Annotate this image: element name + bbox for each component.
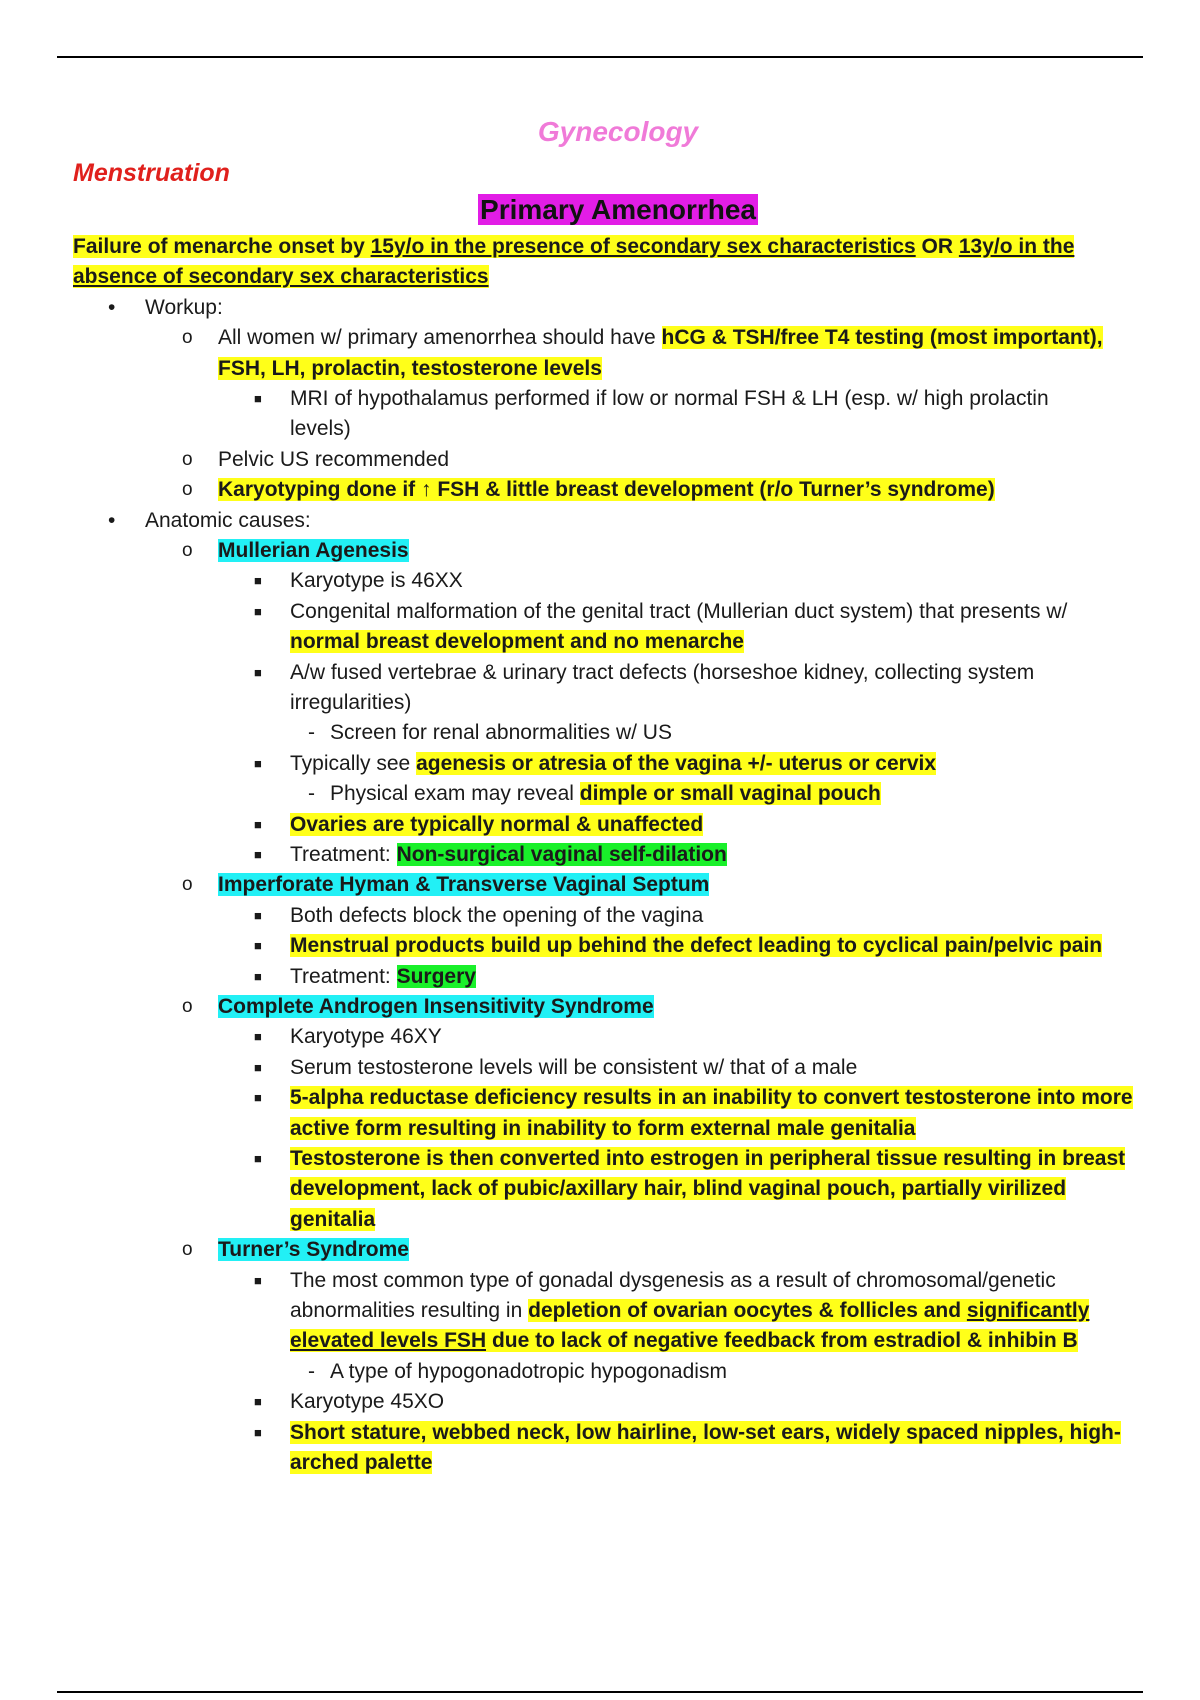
list-item-text (218, 870, 709, 900)
text-run: Workup: (145, 295, 223, 319)
text-run: Typically see (290, 751, 417, 775)
text-run: genitalia (290, 1207, 376, 1231)
square-bullet-icon: ■ (254, 1272, 262, 1288)
list-item-text (290, 1418, 1121, 1448)
list-item-text (218, 323, 1103, 353)
text-run: active form resulting in inability to form external male genitalia (290, 1116, 916, 1140)
text-run: Karyotype 45XO (290, 1390, 445, 1414)
list-item-text (290, 597, 1067, 627)
list-item-text (145, 293, 223, 323)
text-run: Congenital malformation of the genital tract (Mullerian duct system) that presents w/ (290, 599, 1068, 623)
square-bullet-icon: ■ (254, 1090, 262, 1106)
text-run: Anatomic causes: (145, 508, 311, 532)
text-run: A/w fused vertebrae & urinary tract defects (horseshoe kidney, collecting system (290, 660, 1035, 684)
text-run: All women w/ primary amenorrhea should have (218, 326, 662, 350)
topic-banner-text: Primary Amenorrhea (480, 194, 756, 225)
list-item-text (290, 1326, 1078, 1356)
list-item-text (290, 749, 936, 779)
text-run: levels) (290, 417, 351, 441)
text-run: Short stature, webbed neck, low hairline, low-set ears, widely spaced nipples, high- (290, 1420, 1121, 1444)
text-run: development, lack of pubic/axillary hair, blind vaginal pouch, partially virilized (290, 1177, 1067, 1201)
square-bullet-icon: ■ (254, 603, 262, 619)
text-run: OR (915, 235, 959, 258)
text-run: absence of secondary sex characteristics (73, 265, 489, 289)
text-run: arched palette (290, 1451, 433, 1474)
circle-bullet-icon: o (182, 479, 193, 501)
text-run: 13y/o in the (958, 235, 1075, 258)
list-item-text (290, 1144, 1125, 1174)
list-item-text (290, 962, 476, 992)
square-bullet-icon: ■ (254, 816, 262, 832)
text-run: Serum testosterone levels will be consistent w/ that of a male (290, 1055, 858, 1079)
text-run: Treatment: (290, 964, 397, 988)
text-run: Surgery (396, 964, 476, 988)
text-run: Imperforate Hyman & Transverse Vaginal Septum (218, 873, 710, 897)
list-item-text (290, 1448, 432, 1478)
text-run: Physical exam may reveal (330, 782, 580, 806)
list-item-text (290, 1266, 1056, 1296)
bullet-icon: • (108, 295, 116, 319)
bullet-icon: • (108, 508, 116, 532)
square-bullet-icon: ■ (254, 968, 262, 984)
text-run: MRI of hypothalamus performed if low or normal FSH & LH (esp. w/ high prolactin (290, 387, 1049, 410)
top-rule (57, 56, 1143, 58)
text-run: Mullerian Agenesis (218, 539, 409, 562)
circle-bullet-icon: o (182, 327, 193, 349)
list-item-text (290, 1083, 1133, 1113)
text-run: Non-surgical vaginal self-dilation (396, 843, 727, 866)
list-item-text (290, 566, 463, 596)
text-run: Complete Androgen Insensitivity Syndrome (218, 995, 654, 1018)
text-run: FSH, LH, prolactin, testosterone levels (218, 356, 602, 380)
page-title: Gynecology (537, 116, 699, 147)
text-run: due to lack of negative feedback from estradiol & inhibin B (486, 1329, 1078, 1353)
bottom-rule (57, 1691, 1143, 1693)
square-bullet-icon: ■ (254, 1151, 262, 1166)
square-bullet-icon: ■ (254, 847, 262, 862)
list-item-text (218, 475, 995, 505)
definition-text (73, 262, 489, 292)
text-run: irregularities) (290, 691, 412, 714)
text-run: hCG & TSH/free T4 testing (most important), (661, 326, 1103, 350)
list-item-text (330, 779, 881, 809)
text-run: dimple or small vaginal pouch (579, 782, 881, 806)
list-item-text (290, 810, 703, 840)
list-item-text (330, 1357, 727, 1387)
list-item-text (290, 1174, 1066, 1204)
list-item-text (290, 1053, 857, 1083)
list-item-text (218, 445, 449, 475)
square-bullet-icon: ■ (254, 573, 262, 589)
list-item-text (290, 1296, 1089, 1326)
list-item-text (290, 1022, 442, 1052)
text-run: Ovaries are typically normal & unaffected (290, 812, 704, 836)
square-bullet-icon: ■ (254, 755, 262, 771)
section-heading: Menstruation (73, 159, 230, 187)
circle-bullet-icon: o (182, 996, 193, 1017)
square-bullet-icon: ■ (254, 907, 262, 923)
list-item-text (290, 414, 351, 444)
text-run: Treatment: (290, 843, 397, 866)
list-item-text (218, 1235, 409, 1265)
square-bullet-icon: ■ (254, 1029, 262, 1045)
list-item-text (290, 688, 411, 718)
list-item-text (330, 718, 672, 748)
square-bullet-icon: ■ (254, 391, 262, 406)
text-run: normal breast development and no menarche (290, 630, 744, 654)
list-item-text (145, 506, 311, 536)
square-bullet-icon: ■ (254, 1059, 262, 1075)
text-run: Pelvic US recommended (218, 447, 450, 471)
list-item-text (290, 627, 744, 657)
text-run: Both defects block the opening of the vagina (290, 903, 704, 927)
circle-bullet-icon: o (182, 448, 193, 470)
list-item-text (290, 658, 1034, 688)
text-run: Karyotype 46XY (290, 1025, 442, 1049)
text-run: The most common type of gonadal dysgenesis as a result of chromosomal/genetic (290, 1268, 1056, 1292)
definition-text (73, 232, 1074, 262)
text-run: Karyotyping done if ↑ FSH & little breast development (r/o Turner’s syndrome) (218, 478, 995, 502)
circle-bullet-icon: o (182, 540, 193, 561)
square-bullet-icon: ■ (254, 1394, 262, 1410)
dash-bullet-icon: - (308, 1359, 315, 1383)
square-bullet-icon: ■ (254, 938, 262, 954)
list-item-text (218, 354, 602, 384)
text-run: Screen for renal abnormalities w/ US (330, 721, 672, 745)
list-item-text (290, 1387, 444, 1417)
dash-bullet-icon: - (308, 721, 315, 745)
list-item-text (290, 1205, 375, 1235)
dash-bullet-icon: - (308, 782, 315, 806)
list-item-text (290, 384, 1049, 414)
circle-bullet-icon: o (182, 1239, 193, 1261)
text-run: 5-alpha reductase deficiency results in an inability to convert testosterone into more (290, 1086, 1133, 1110)
square-bullet-icon: ■ (254, 664, 262, 680)
list-item-text (218, 992, 654, 1022)
list-item-text (218, 536, 409, 566)
text-run: A type of hypogonadotropic hypogonadism (330, 1359, 727, 1383)
list-item-text (290, 901, 703, 931)
text-run: Turner’s Syndrome (218, 1238, 409, 1262)
text-run: Failure of menarche onset by (73, 235, 371, 258)
text-run: Karyotype is 46XX (290, 569, 463, 593)
text-run: Testosterone is then converted into estrogen in peripheral tissue resulting in breast (290, 1147, 1126, 1170)
text-run: agenesis or atresia of the vagina +/- uterus or cervix (416, 751, 937, 775)
topic-banner (0, 193, 1200, 227)
list-item-text (290, 840, 727, 870)
text-run: significantly (966, 1299, 1090, 1322)
list-item-text (290, 931, 1102, 961)
text-run: 15y/o in the presence of secondary sex characteristics (370, 235, 916, 258)
text-run: depletion of ovarian oocytes & follicles and (528, 1299, 967, 1322)
list-item-text (290, 1114, 916, 1144)
text-run: abnormalities resulting in (290, 1299, 529, 1322)
text-run: Menstrual products build up behind the defect leading to cyclical pain/pelvic pain (290, 934, 1103, 958)
text-run: elevated levels FSH (290, 1329, 487, 1353)
circle-bullet-icon: o (182, 874, 193, 896)
square-bullet-icon: ■ (254, 1424, 262, 1440)
